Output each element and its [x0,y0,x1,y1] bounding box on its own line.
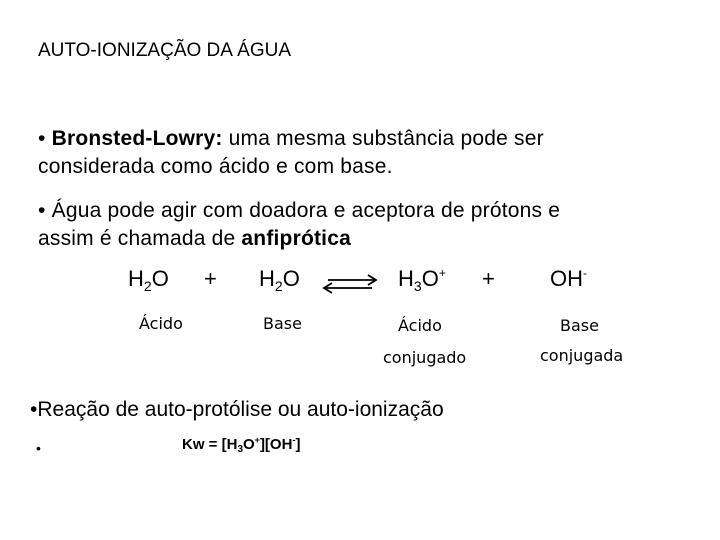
bullet-agua-anfiprotica [38,197,674,253]
bullet-marker: • [38,199,46,222]
bullet2-text-line2: assim é chamada de [38,227,236,250]
anfiprotica-term: anfiprótica [241,227,351,250]
bullet2-text-line1: Água pode agir com doadora e aceptora de prótons e [51,199,561,222]
label-conjugada: conjugada [540,346,624,365]
bullet2-line2 [38,225,674,253]
label-base-reactant: Base [263,314,302,333]
bullet-marker: • [38,127,46,150]
bullet-marker: • [30,398,38,421]
reactant-water-1: $H_2O$ [128,266,169,294]
bullet3-text: Reação de auto-protólise ou auto-ionização [37,398,444,421]
bullet-bronsted-lowry [38,125,674,181]
bullet-marker-kw: • [36,440,41,456]
product-hydroxide: OH- [550,266,587,291]
reactant-water-2: $H_2O$ [259,266,300,294]
label-acido-product: Ácido [398,316,442,335]
plus-sign-1: + [204,266,217,291]
product-hydronium: $H_3O^+$ [398,266,446,294]
slide-title: AUTO-IONIZAÇÃO DA ÁGUA [38,40,292,61]
bullet1-text-line2: considerada como ácido e com base. [38,155,393,178]
kw-expression: $Kw = [H_3O^+][OH^-]$ [182,435,301,455]
bronsted-lowry-term: Bronsted-Lowry: [51,127,223,150]
equilibrium-arrows-icon [322,274,378,294]
bullet-autoprotolise [30,398,444,422]
bullet1-text-line1: uma mesma substância pode ser [228,127,544,150]
label-acido-reactant: Ácido [139,314,183,333]
label-conjugado: conjugado [383,348,467,367]
plus-sign-2: + [482,266,495,291]
label-base-product: Base [560,316,599,335]
